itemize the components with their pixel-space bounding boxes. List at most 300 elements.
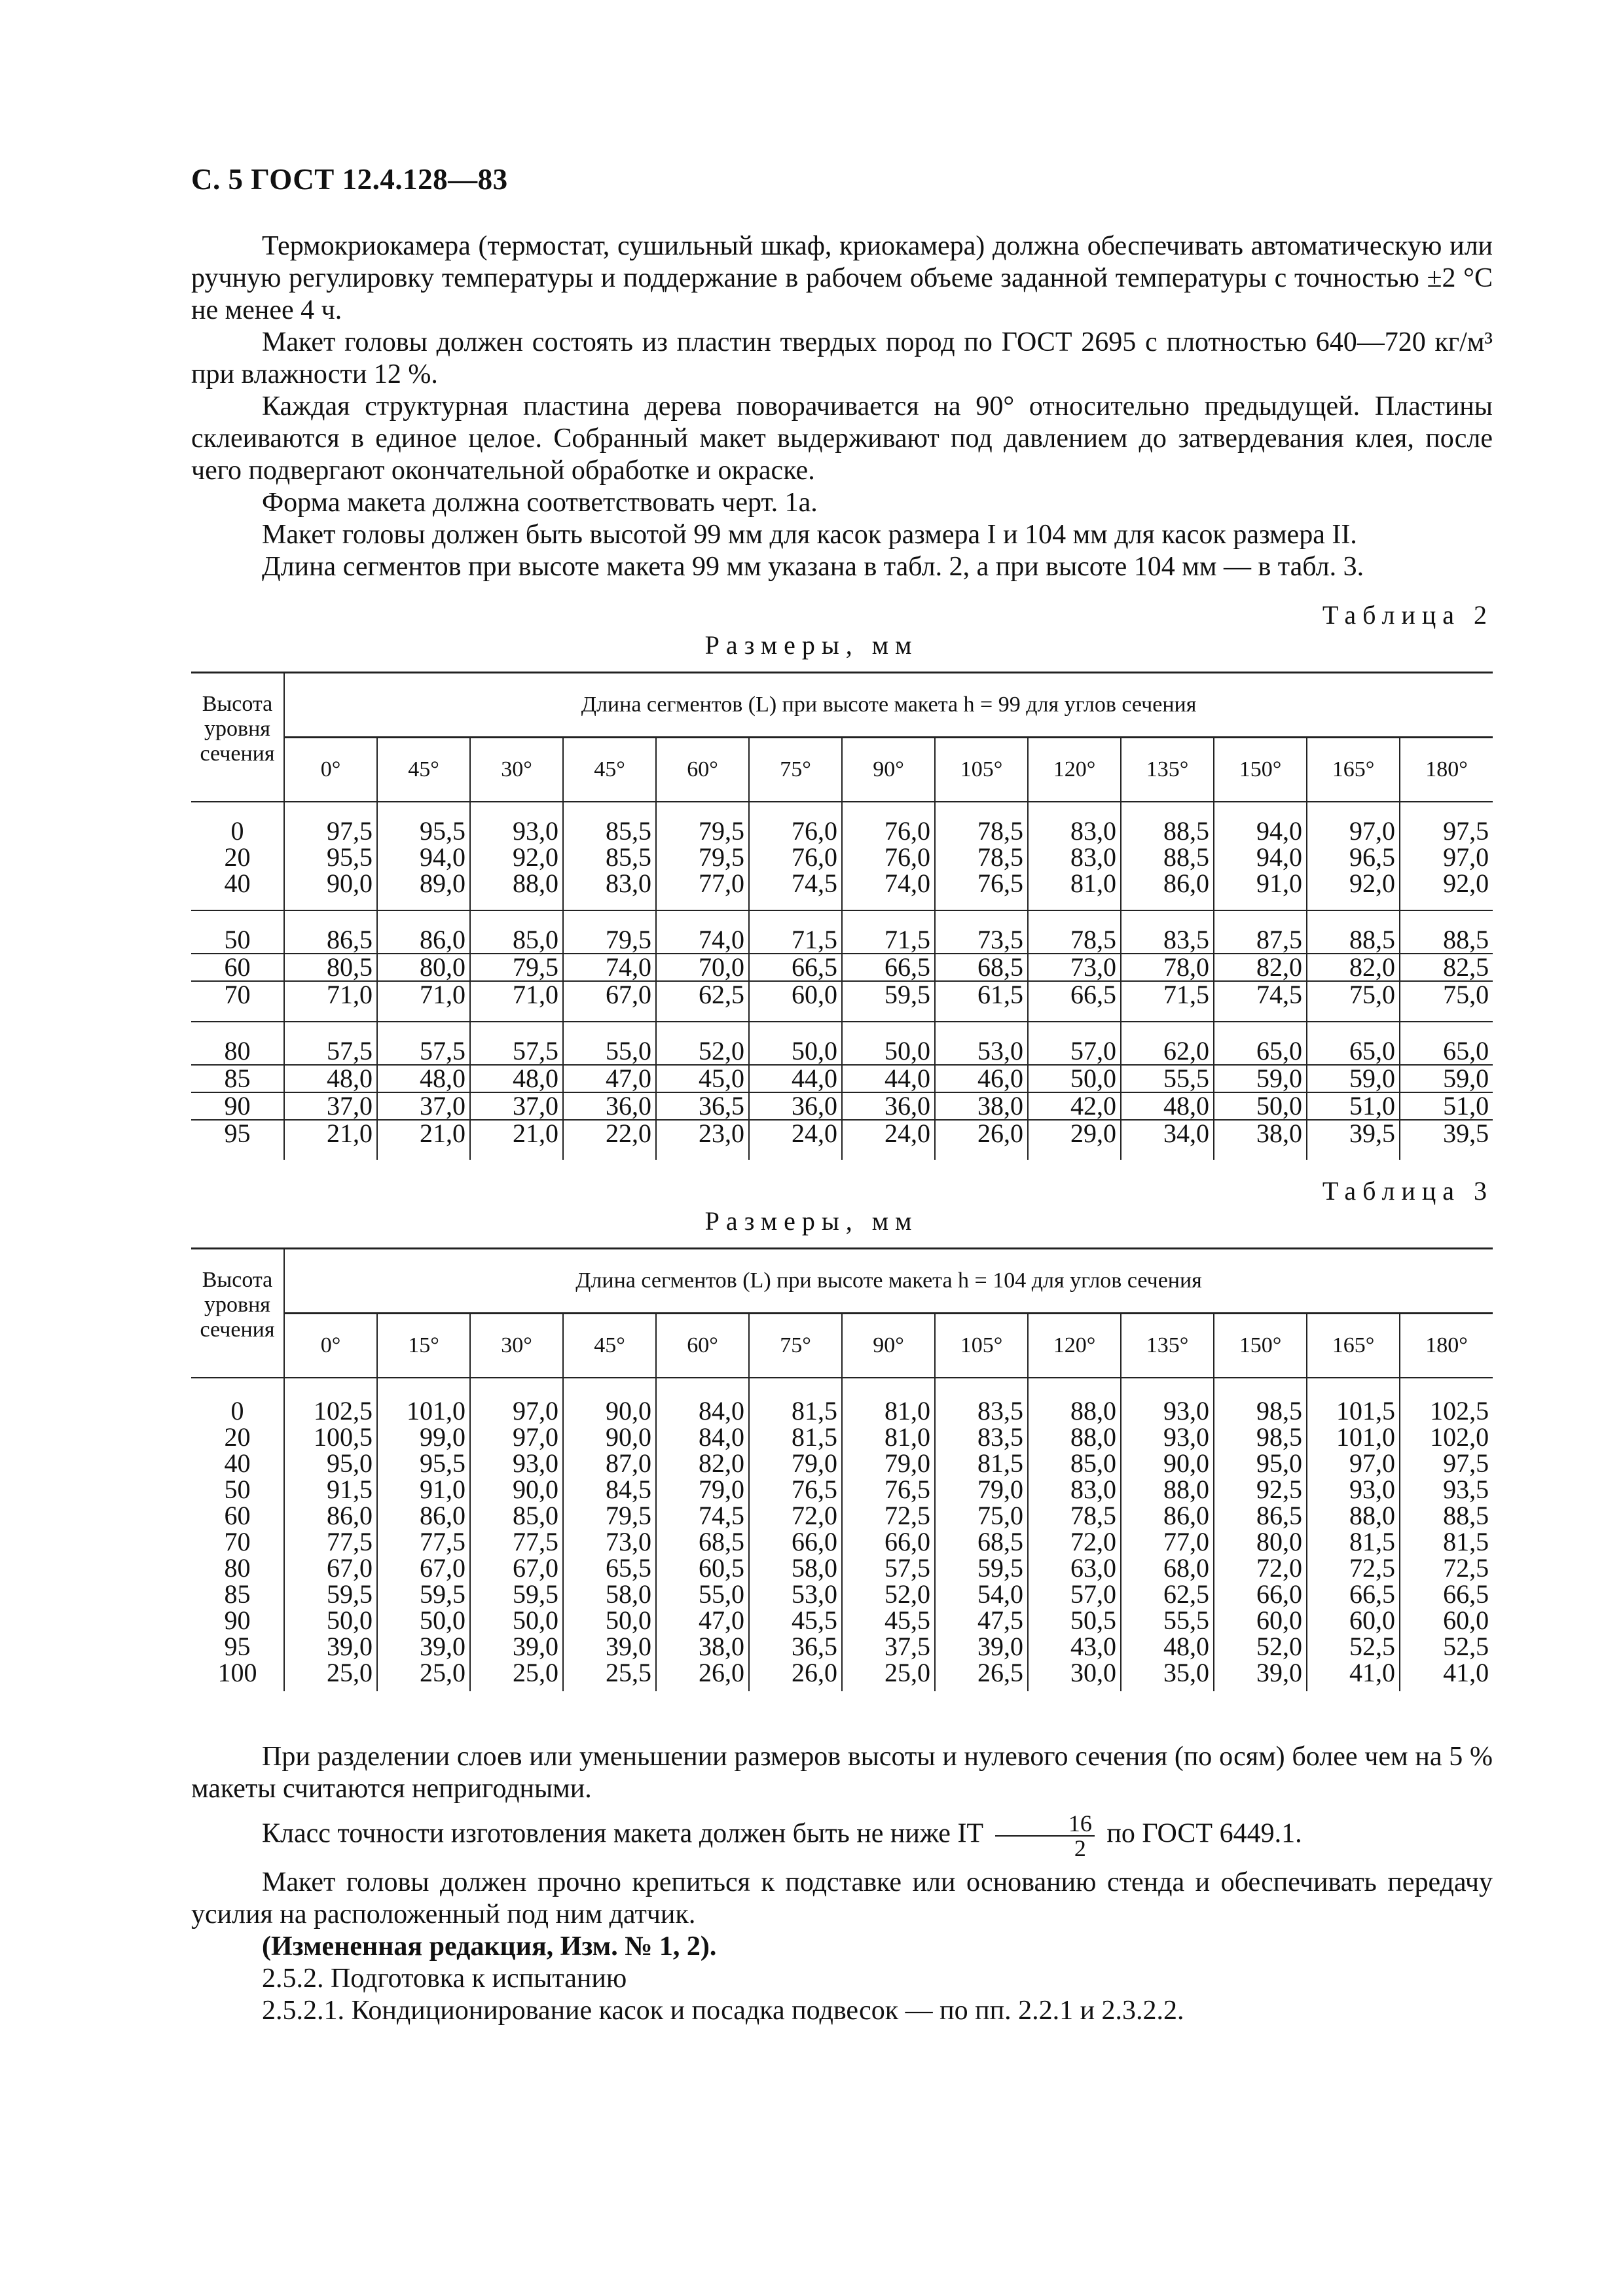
value-cell: 65,0 [1400, 1022, 1493, 1065]
value-cell: 67,0 [284, 1555, 377, 1581]
value-cell: 97,0 [1307, 802, 1400, 844]
value-cell: 60,5 [656, 1555, 749, 1581]
value-cell: 26,0 [749, 1660, 842, 1691]
value-cell: 59,0 [1307, 1065, 1400, 1092]
value-cell: 81,5 [749, 1378, 842, 1424]
value-cell: 58,0 [563, 1581, 656, 1607]
angle-header: 90° [842, 1314, 935, 1378]
span-header: Длина сегментов (L) при высоте макета h = 104 для углов сечения [284, 1249, 1493, 1314]
paragraph: Термокриокамера (термостат, сушильный шкаф, криокамера) должна обеспечивать автоматическую или ручную регулировку температуры и поддержание в рабочем объеме заданной температуры с точностью ±2 °С не менее 4 ч. [191, 231, 1493, 325]
table-row [191, 1450, 1493, 1477]
value-cell: 59,0 [1400, 1065, 1493, 1092]
value-cell: 36,5 [656, 1092, 749, 1120]
table-row [191, 1424, 1493, 1450]
value-cell: 60,0 [749, 981, 842, 1022]
value-cell: 57,5 [377, 1022, 470, 1065]
paragraph: Макет головы должен состоять из пластин твердых пород по ГОСТ 2695 с плотностью 640—720 кг/м³ при влажности 12 %. [191, 327, 1493, 389]
value-cell: 66,0 [1214, 1581, 1307, 1607]
value-cell: 42,0 [1028, 1092, 1121, 1120]
value-cell: 71,0 [377, 981, 470, 1022]
value-cell: 50,0 [842, 1022, 935, 1065]
value-cell: 48,0 [284, 1065, 377, 1092]
value-cell: 39,5 [1307, 1120, 1400, 1160]
level-cell: 95 [191, 1634, 284, 1660]
value-cell: 50,0 [1028, 1065, 1121, 1092]
value-cell: 72,5 [1400, 1555, 1493, 1581]
value-cell: 52,5 [1400, 1634, 1493, 1660]
value-cell: 76,0 [842, 844, 935, 870]
level-cell: 50 [191, 910, 284, 954]
value-cell: 47,0 [563, 1065, 656, 1092]
value-cell: 72,5 [842, 1503, 935, 1529]
value-cell: 97,0 [1400, 844, 1493, 870]
value-cell: 71,5 [749, 910, 842, 954]
value-cell: 71,5 [1121, 981, 1214, 1022]
revision-note: (Измененная редакция, Изм. № 1, 2). [262, 1931, 717, 1962]
level-cell: 40 [191, 1450, 284, 1477]
value-cell: 85,5 [563, 802, 656, 844]
value-cell: 39,0 [284, 1634, 377, 1660]
value-cell: 36,0 [842, 1092, 935, 1120]
value-cell: 21,0 [470, 1120, 563, 1160]
value-cell: 77,5 [284, 1529, 377, 1555]
value-cell: 52,5 [1307, 1634, 1400, 1660]
angle-header: 120° [1028, 738, 1121, 802]
value-cell: 55,0 [563, 1022, 656, 1065]
value-cell: 38,0 [1214, 1120, 1307, 1160]
value-cell: 50,0 [470, 1607, 563, 1634]
table-row [191, 1607, 1493, 1634]
value-cell: 81,0 [842, 1378, 935, 1424]
value-cell: 77,5 [470, 1529, 563, 1555]
value-cell: 59,5 [284, 1581, 377, 1607]
value-cell: 79,0 [749, 1450, 842, 1477]
value-cell: 86,0 [1121, 870, 1214, 910]
value-cell: 88,5 [1121, 802, 1214, 844]
closing-text [191, 1741, 1493, 2027]
value-cell: 65,0 [1307, 1022, 1400, 1065]
paragraph: Макет головы должен быть высотой 99 мм для касок размера I и 104 мм для касок размера II. [262, 520, 1357, 550]
value-cell: 66,0 [842, 1529, 935, 1555]
table-row [191, 1092, 1493, 1120]
value-cell: 24,0 [842, 1120, 935, 1160]
value-cell: 74,5 [656, 1503, 749, 1529]
page-header: С. 5 ГОСТ 12.4.128—83 [191, 163, 508, 196]
level-cell: 20 [191, 844, 284, 870]
table-row [191, 1555, 1493, 1581]
value-cell: 37,0 [470, 1092, 563, 1120]
value-cell: 79,5 [656, 844, 749, 870]
angle-header: 120° [1028, 1314, 1121, 1378]
value-cell: 78,5 [935, 802, 1028, 844]
value-cell: 98,5 [1214, 1378, 1307, 1424]
table-3-caption: Таблица 3 [1322, 1176, 1493, 1206]
value-cell: 30,0 [1028, 1660, 1121, 1691]
value-cell: 73,0 [563, 1529, 656, 1555]
value-cell: 86,0 [377, 1503, 470, 1529]
value-cell: 88,0 [1028, 1424, 1121, 1450]
value-cell: 67,0 [377, 1555, 470, 1581]
paragraph: При разделении слоев или уменьшении размеров высоты и нулевого сечения (по осям) более чем на 5 % макеты считаются непригодными. [191, 1742, 1493, 1804]
value-cell: 41,0 [1400, 1660, 1493, 1691]
value-cell: 77,0 [1121, 1529, 1214, 1555]
value-cell: 45,5 [842, 1607, 935, 1634]
level-cell: 60 [191, 954, 284, 981]
angle-header: 165° [1307, 1314, 1400, 1378]
value-cell: 95,5 [377, 802, 470, 844]
value-cell: 62,0 [1121, 1022, 1214, 1065]
value-cell: 78,5 [1028, 1503, 1121, 1529]
value-cell: 80,0 [1214, 1529, 1307, 1555]
level-cell: 50 [191, 1477, 284, 1503]
value-cell: 88,0 [1028, 1378, 1121, 1424]
value-cell: 76,0 [749, 802, 842, 844]
value-cell: 78,5 [935, 844, 1028, 870]
value-cell: 36,0 [749, 1092, 842, 1120]
value-cell: 88,0 [1121, 1477, 1214, 1503]
value-cell: 91,0 [1214, 870, 1307, 910]
value-cell: 83,5 [1121, 910, 1214, 954]
accuracy-paragraph [191, 1812, 1493, 1860]
value-cell: 95,0 [284, 1450, 377, 1477]
angle-header: 60° [656, 738, 749, 802]
value-cell: 59,5 [935, 1555, 1028, 1581]
value-cell: 58,0 [749, 1555, 842, 1581]
value-cell: 66,5 [1028, 981, 1121, 1022]
level-cell: 85 [191, 1581, 284, 1607]
value-cell: 21,0 [377, 1120, 470, 1160]
value-cell: 98,5 [1214, 1424, 1307, 1450]
value-cell: 79,0 [656, 1477, 749, 1503]
value-cell: 93,0 [1121, 1424, 1214, 1450]
accuracy-text: Класс точности изготовления макета должен быть не ниже IT [262, 1818, 983, 1849]
value-cell: 95,5 [284, 844, 377, 870]
row-group [191, 1022, 1493, 1160]
value-cell: 74,0 [842, 870, 935, 910]
value-cell: 83,5 [935, 1424, 1028, 1450]
value-cell: 50,0 [749, 1022, 842, 1065]
value-cell: 39,0 [1214, 1660, 1307, 1691]
value-cell: 26,0 [935, 1120, 1028, 1160]
value-cell: 24,0 [749, 1120, 842, 1160]
value-cell: 90,0 [1121, 1450, 1214, 1477]
section-item: 2.5.2.1. Кондиционирование касок и посадка подвесок — по пп. 2.2.1 и 2.3.2.2. [262, 1996, 1184, 2026]
value-cell: 60,0 [1214, 1607, 1307, 1634]
table-3-dims: Размеры, мм [704, 1206, 919, 1236]
value-cell: 82,0 [1307, 954, 1400, 981]
value-cell: 39,5 [1400, 1120, 1493, 1160]
value-cell: 90,0 [563, 1424, 656, 1450]
paragraph: Макет головы должен прочно крепиться к подставке или основанию стенда и обеспечивать передачу усилия на расположенный под ним датчик. [191, 1867, 1493, 1929]
level-cell: 20 [191, 1424, 284, 1450]
value-cell: 79,5 [563, 910, 656, 954]
value-cell: 57,0 [1028, 1581, 1121, 1607]
value-cell: 82,0 [656, 1450, 749, 1477]
value-cell: 41,0 [1307, 1660, 1400, 1691]
value-cell: 71,5 [842, 910, 935, 954]
row-group [191, 910, 1493, 1022]
value-cell: 47,5 [935, 1607, 1028, 1634]
value-cell: 57,5 [470, 1022, 563, 1065]
value-cell: 97,0 [470, 1378, 563, 1424]
value-cell: 81,0 [842, 1424, 935, 1450]
value-cell: 88,5 [1400, 1503, 1493, 1529]
value-cell: 60,0 [1307, 1607, 1400, 1634]
value-cell: 93,0 [470, 802, 563, 844]
value-cell: 25,0 [377, 1660, 470, 1691]
value-cell: 59,5 [377, 1581, 470, 1607]
value-cell: 74,5 [1214, 981, 1307, 1022]
value-cell: 94,0 [1214, 802, 1307, 844]
value-cell: 95,5 [377, 1450, 470, 1477]
value-cell: 52,0 [842, 1581, 935, 1607]
value-cell: 72,0 [1028, 1529, 1121, 1555]
value-cell: 75,0 [1400, 981, 1493, 1022]
value-cell: 25,0 [284, 1660, 377, 1691]
table-3 [191, 1247, 1493, 1691]
value-cell: 34,0 [1121, 1120, 1214, 1160]
value-cell: 37,0 [284, 1092, 377, 1120]
value-cell: 76,5 [842, 1477, 935, 1503]
value-cell: 43,0 [1028, 1634, 1121, 1660]
value-cell: 84,5 [563, 1477, 656, 1503]
value-cell: 102,0 [1400, 1424, 1493, 1450]
value-cell: 81,5 [1307, 1529, 1400, 1555]
level-header: Высота уровня сечения [191, 1249, 284, 1378]
value-cell: 85,0 [1028, 1450, 1121, 1477]
value-cell: 90,0 [470, 1477, 563, 1503]
value-cell: 65,5 [563, 1555, 656, 1581]
value-cell: 83,0 [563, 870, 656, 910]
value-cell: 80,0 [377, 954, 470, 981]
level-cell: 40 [191, 870, 284, 910]
value-cell: 62,5 [1121, 1581, 1214, 1607]
value-cell: 86,0 [377, 910, 470, 954]
value-cell: 83,0 [1028, 1477, 1121, 1503]
value-cell: 79,0 [935, 1477, 1028, 1503]
value-cell: 73,0 [1028, 954, 1121, 981]
level-header: Высота уровня сечения [191, 673, 284, 802]
value-cell: 54,0 [935, 1581, 1028, 1607]
value-cell: 35,0 [1121, 1660, 1214, 1691]
table-row [191, 870, 1493, 910]
value-cell: 97,0 [1307, 1450, 1400, 1477]
value-cell: 102,5 [284, 1378, 377, 1424]
value-cell: 77,0 [656, 870, 749, 910]
value-cell: 51,0 [1307, 1092, 1400, 1120]
value-cell: 89,0 [377, 870, 470, 910]
value-cell: 76,0 [749, 844, 842, 870]
value-cell: 66,5 [842, 954, 935, 981]
value-cell: 81,5 [749, 1424, 842, 1450]
value-cell: 44,0 [749, 1065, 842, 1092]
value-cell: 73,5 [935, 910, 1028, 954]
value-cell: 78,0 [1121, 954, 1214, 981]
value-cell: 50,0 [284, 1607, 377, 1634]
value-cell: 39,0 [563, 1634, 656, 1660]
value-cell: 74,0 [656, 910, 749, 954]
value-cell: 38,0 [656, 1634, 749, 1660]
table-row [191, 1378, 1493, 1424]
value-cell: 45,0 [656, 1065, 749, 1092]
value-cell: 88,0 [1307, 1503, 1400, 1529]
paragraph: Форма макета должна соответствовать черт. 1а. [262, 488, 818, 518]
value-cell: 71,0 [284, 981, 377, 1022]
value-cell: 51,0 [1400, 1092, 1493, 1120]
value-cell: 22,0 [563, 1120, 656, 1160]
value-cell: 37,5 [842, 1634, 935, 1660]
angle-header: 105° [935, 738, 1028, 802]
value-cell: 50,0 [1214, 1092, 1307, 1120]
value-cell: 48,0 [377, 1065, 470, 1092]
value-cell: 97,5 [284, 802, 377, 844]
value-cell: 39,0 [935, 1634, 1028, 1660]
paragraph: Каждая структурная пластина дерева поворачивается на 90° относительно предыдущей. Пластины склеиваются в единое целое. Собранный макет выдерживают под давлением до затвердевания клея, после чего подвергают окончательной обработке и окраске. [191, 391, 1493, 486]
value-cell: 91,0 [377, 1477, 470, 1503]
value-cell: 60,0 [1400, 1607, 1493, 1634]
fraction [995, 1812, 1095, 1860]
value-cell: 36,5 [749, 1634, 842, 1660]
value-cell: 59,5 [470, 1581, 563, 1607]
angle-header: 105° [935, 1314, 1028, 1378]
value-cell: 94,0 [1214, 844, 1307, 870]
value-cell: 55,5 [1121, 1065, 1214, 1092]
table-row [191, 1120, 1493, 1160]
level-cell: 70 [191, 1529, 284, 1555]
table-row [191, 1065, 1493, 1092]
value-cell: 86,5 [1214, 1503, 1307, 1529]
level-cell: 90 [191, 1607, 284, 1634]
value-cell: 46,0 [935, 1065, 1028, 1092]
value-cell: 53,0 [749, 1581, 842, 1607]
value-cell: 52,0 [1214, 1634, 1307, 1660]
value-cell: 92,0 [1400, 870, 1493, 910]
table-2 [191, 672, 1493, 1160]
angle-header: 150° [1214, 1314, 1307, 1378]
table-row [191, 844, 1493, 870]
value-cell: 88,5 [1121, 844, 1214, 870]
value-cell: 92,0 [1307, 870, 1400, 910]
value-cell: 70,0 [656, 954, 749, 981]
level-cell: 60 [191, 1503, 284, 1529]
table-2-caption: Таблица 2 [1322, 600, 1493, 630]
angle-header: 30° [470, 1314, 563, 1378]
value-cell: 48,0 [1121, 1634, 1214, 1660]
value-cell: 44,0 [842, 1065, 935, 1092]
value-cell: 39,0 [470, 1634, 563, 1660]
angle-header: 180° [1400, 738, 1493, 802]
angle-header: 75° [749, 738, 842, 802]
fraction-numerator: 16 [995, 1812, 1095, 1837]
value-cell: 25,0 [842, 1660, 935, 1691]
value-cell: 91,5 [284, 1477, 377, 1503]
value-cell: 88,5 [1307, 910, 1400, 954]
row-group [191, 802, 1493, 910]
value-cell: 94,0 [377, 844, 470, 870]
angle-header: 75° [749, 1314, 842, 1378]
value-cell: 62,5 [656, 981, 749, 1022]
value-cell: 88,5 [1400, 910, 1493, 954]
angle-header: 45° [563, 738, 656, 802]
value-cell: 81,0 [1028, 870, 1121, 910]
angle-header: 165° [1307, 738, 1400, 802]
value-cell: 97,5 [1400, 802, 1493, 844]
value-cell: 85,0 [470, 910, 563, 954]
span-header: Длина сегментов (L) при высоте макета h = 99 для углов сечения [284, 673, 1493, 738]
value-cell: 59,0 [1214, 1065, 1307, 1092]
table-row [191, 1022, 1493, 1065]
value-cell: 92,5 [1214, 1477, 1307, 1503]
angle-header: 150° [1214, 738, 1307, 802]
table-row [191, 1477, 1493, 1503]
value-cell: 68,5 [935, 1529, 1028, 1555]
level-cell: 80 [191, 1022, 284, 1065]
value-cell: 86,0 [284, 1503, 377, 1529]
value-cell: 61,5 [935, 981, 1028, 1022]
angle-header: 0° [284, 738, 377, 802]
angle-header: 15° [377, 1314, 470, 1378]
fraction-denominator: 2 [1074, 1835, 1086, 1861]
value-cell: 85,0 [470, 1503, 563, 1529]
paragraph: Длина сегментов при высоте макета 99 мм указана в табл. 2, а при высоте 104 мм — в табл. 3. [262, 552, 1364, 582]
value-cell: 71,0 [470, 981, 563, 1022]
value-cell: 100,5 [284, 1424, 377, 1450]
value-cell: 37,0 [377, 1092, 470, 1120]
value-cell: 84,0 [656, 1378, 749, 1424]
value-cell: 83,5 [935, 1378, 1028, 1424]
accuracy-standard: по ГОСТ 6449.1. [1106, 1818, 1302, 1849]
value-cell: 48,0 [470, 1065, 563, 1092]
value-cell: 79,5 [470, 954, 563, 981]
table-row [191, 1503, 1493, 1529]
value-cell: 77,5 [377, 1529, 470, 1555]
value-cell: 74,5 [749, 870, 842, 910]
value-cell: 67,0 [470, 1555, 563, 1581]
value-cell: 26,5 [935, 1660, 1028, 1691]
level-cell: 0 [191, 1378, 284, 1424]
level-cell: 95 [191, 1120, 284, 1160]
value-cell: 88,0 [470, 870, 563, 910]
level-cell: 80 [191, 1555, 284, 1581]
level-cell: 85 [191, 1065, 284, 1092]
value-cell: 23,0 [656, 1120, 749, 1160]
value-cell: 59,5 [842, 981, 935, 1022]
value-cell: 72,0 [1214, 1555, 1307, 1581]
level-cell: 90 [191, 1092, 284, 1120]
angle-header: 60° [656, 1314, 749, 1378]
value-cell: 96,5 [1307, 844, 1400, 870]
value-cell: 55,5 [1121, 1607, 1214, 1634]
row-group [191, 1378, 1493, 1691]
value-cell: 48,0 [1121, 1092, 1214, 1120]
value-cell: 53,0 [935, 1022, 1028, 1065]
value-cell: 83,0 [1028, 802, 1121, 844]
value-cell: 97,5 [1400, 1450, 1493, 1477]
value-cell: 25,0 [470, 1660, 563, 1691]
table-row [191, 981, 1493, 1022]
value-cell: 79,5 [563, 1503, 656, 1529]
value-cell: 47,0 [656, 1607, 749, 1634]
value-cell: 76,0 [842, 802, 935, 844]
level-cell: 100 [191, 1660, 284, 1691]
value-cell: 79,5 [656, 802, 749, 844]
value-cell: 78,5 [1028, 910, 1121, 954]
value-cell: 57,5 [284, 1022, 377, 1065]
value-cell: 97,0 [470, 1424, 563, 1450]
value-cell: 29,0 [1028, 1120, 1121, 1160]
value-cell: 52,0 [656, 1022, 749, 1065]
value-cell: 57,0 [1028, 1022, 1121, 1065]
